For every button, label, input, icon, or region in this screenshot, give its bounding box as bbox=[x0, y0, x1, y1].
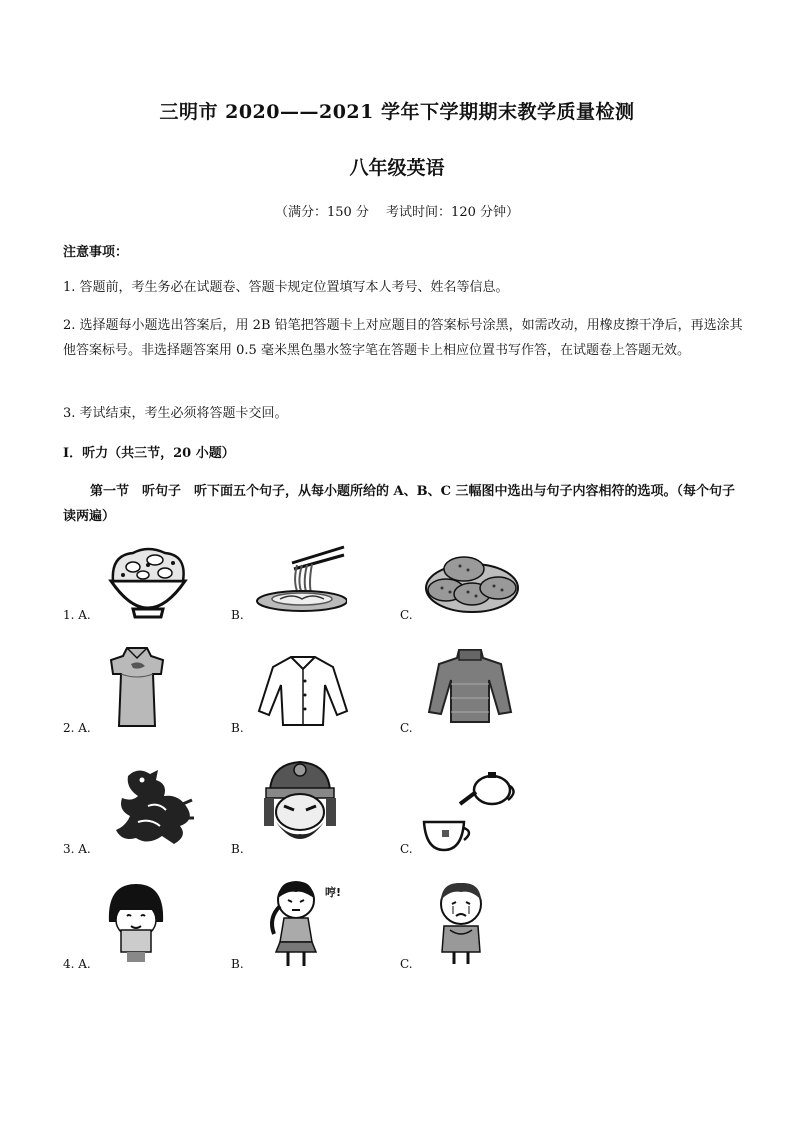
q4-option-c-label: C. bbox=[400, 957, 413, 971]
speech-bubble-text: 哼! bbox=[325, 886, 342, 899]
cookies-icon bbox=[424, 550, 520, 615]
sweater-icon bbox=[427, 648, 513, 724]
q2-option-c-label: C. bbox=[400, 721, 413, 735]
q3-option-a-label: 3. A. bbox=[63, 842, 91, 856]
girl-smiling-icon bbox=[105, 880, 167, 964]
rice-bowl-icon bbox=[103, 545, 193, 620]
notice-item-1: 1. 答题前，考生务必在试题卷、答题卡规定位置填写本人考号、姓名等信息。 bbox=[63, 280, 509, 295]
teapot-icon bbox=[420, 770, 520, 852]
q3-option-b-label: B. bbox=[231, 842, 244, 856]
q4-option-b-label: B. bbox=[231, 957, 244, 971]
qipao-dress-icon bbox=[105, 646, 169, 728]
exam-info: （满分：150 分 考试时间：120 分钟） bbox=[274, 205, 520, 220]
listening-heading: I．听力（共三节，20 小题） bbox=[63, 446, 235, 461]
q3-option-c-label: C. bbox=[400, 842, 413, 856]
section1-instructions: 第一节 听句子 听下面五个句子，从每小题所给的 A、B、C 三幅图中选出与句子内容相符的选项。（每个句子读两遍） bbox=[63, 484, 735, 524]
noodles-icon bbox=[252, 545, 347, 615]
notice-item-3: 3. 考试结束，考生必须将答题卡交回。 bbox=[63, 406, 288, 421]
q1-option-c-label: C. bbox=[400, 608, 413, 622]
q2-option-a-label: 2. A. bbox=[63, 721, 91, 735]
notice-item-2: 2. 选择题每小题选出答案后，用 2B 铅笔把答题卡上对应题目的答案标号涂黑，如需改动，用橡皮擦干净后，再选涂其他答案标号。非选择题答案用 0.5 毫米黑色墨水签字笔在答题卡上相应位置书写作答，在试题卷上答题无效。 bbox=[63, 318, 743, 358]
q2-option-b-label: B. bbox=[231, 721, 244, 735]
q1-option-b-label: B. bbox=[231, 608, 244, 622]
q1-option-a-label: 1. A. bbox=[63, 608, 91, 622]
shirt-icon bbox=[257, 655, 349, 727]
dragon-icon bbox=[108, 766, 198, 848]
boy-crying-icon bbox=[426, 880, 496, 964]
exam-title: 三明市 2020——2021 学年下学期期末教学质量检测 bbox=[159, 101, 635, 123]
q4-option-a-label: 4. A. bbox=[63, 957, 91, 971]
opera-mask-icon bbox=[262, 760, 338, 852]
exam-subject: 八年级英语 bbox=[349, 157, 445, 179]
notice-heading: 注意事项： bbox=[63, 245, 129, 260]
